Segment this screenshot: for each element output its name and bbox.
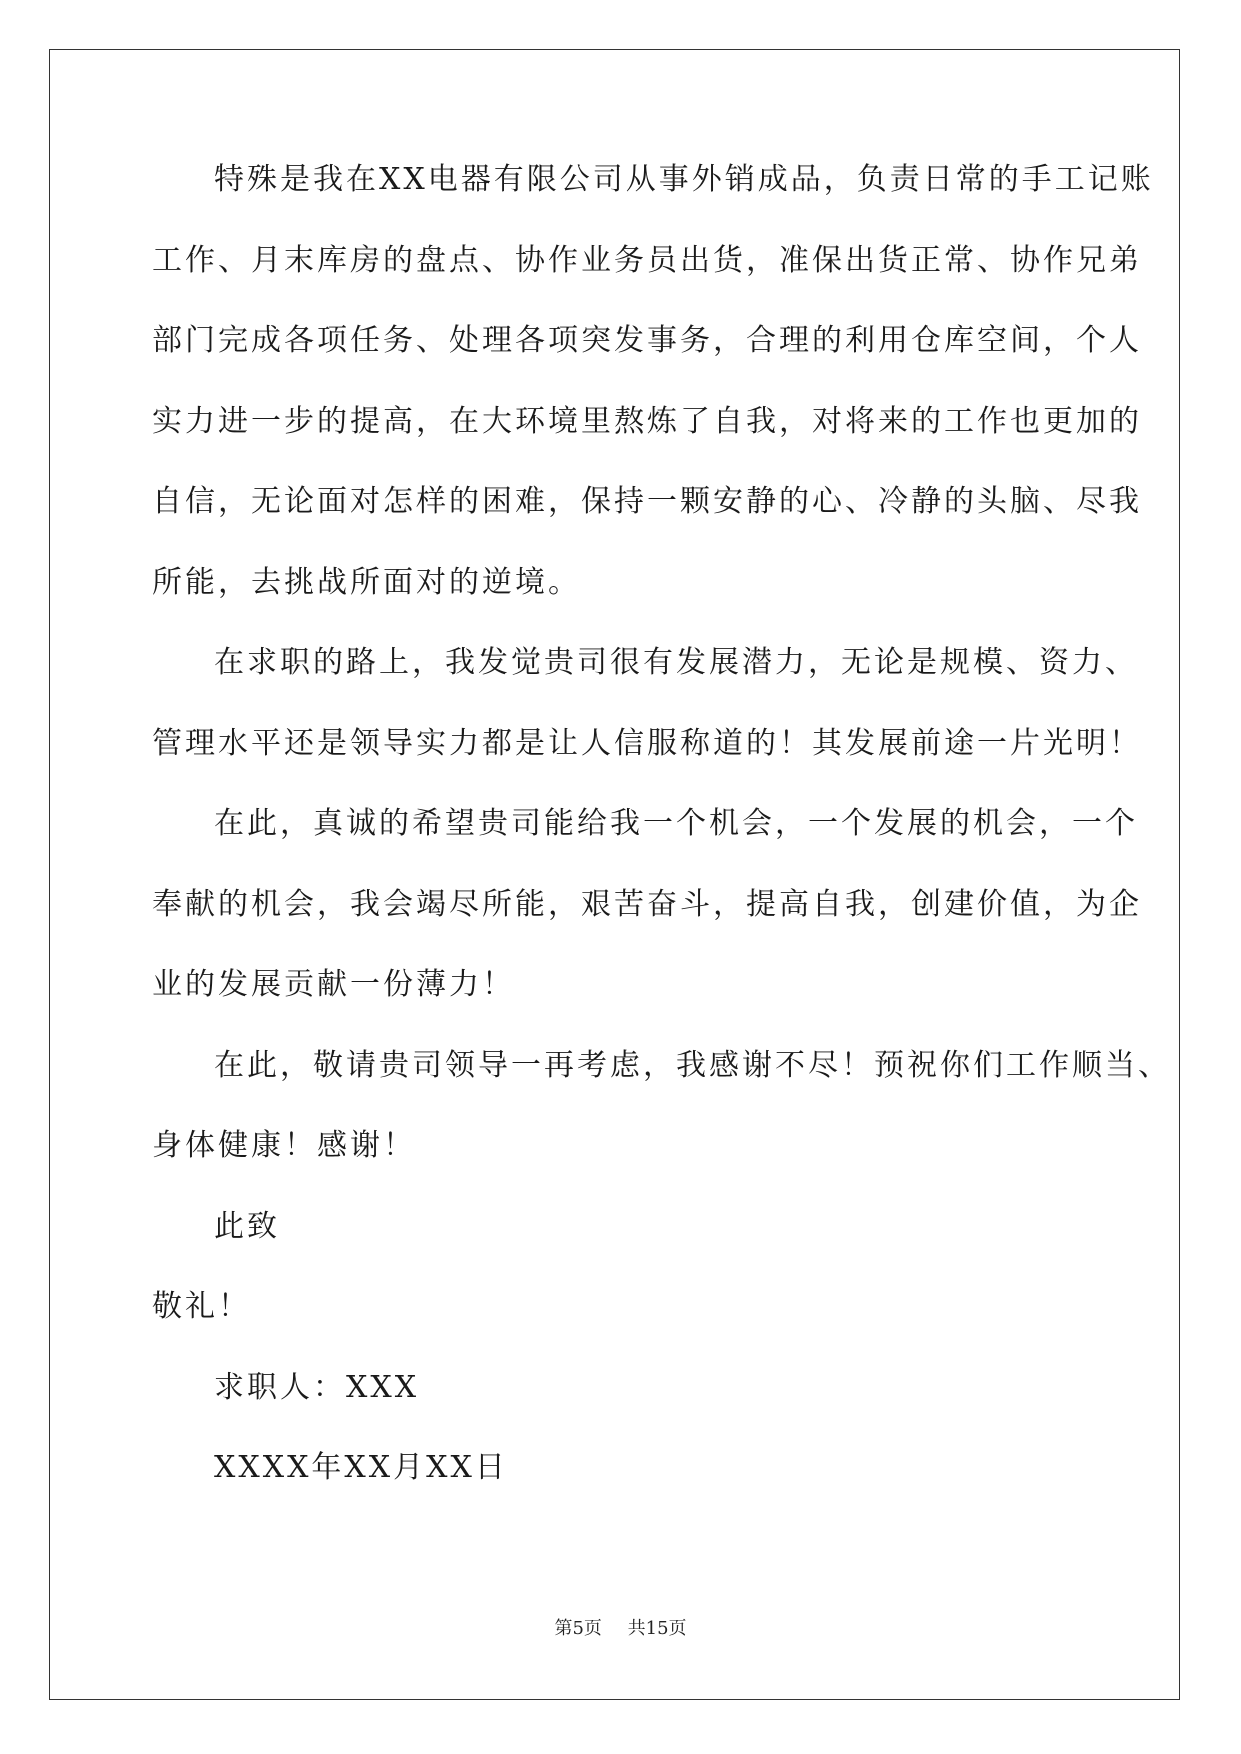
- signature-line: 求职人：XXX: [214, 1369, 420, 1405]
- paragraph-line: 部门完成各项任务、处理各项突发事务，合理的利用仓库空间，个人: [152, 323, 1142, 358]
- closing-line: 此致: [214, 1208, 280, 1244]
- paragraph-line: 特殊是我在XX电器有限公司从事外销成品，负责日常的手工记账: [214, 162, 1154, 197]
- paragraph-line: 身体健康！感谢！: [152, 1128, 416, 1163]
- paragraph-line: 奉献的机会，我会竭尽所能，艰苦奋斗，提高自我，创建价值，为企: [152, 886, 1142, 922]
- paragraph-line: 在此，敬请贵司领导一再考虑，我感谢不尽！预祝你们工作顺当、: [214, 1047, 1171, 1083]
- page-number: 第5页: [554, 1618, 602, 1639]
- paragraph-line: 所能，去挑战所面对的逆境。: [152, 564, 581, 600]
- paragraph-line: 在此，真诚的希望贵司能给我一个机会，一个发展的机会，一个: [214, 806, 1138, 841]
- page-footer: [0, 1617, 1241, 1641]
- paragraph-line: 自信，无论面对怎样的困难，保持一颗安静的心、冷静的头脑、尽我: [152, 484, 1142, 519]
- paragraph-line: 管理水平还是领导实力都是让人信服称道的！其发展前途一片光明！: [152, 725, 1142, 761]
- date-line: XXXX年XX月XX日: [214, 1450, 508, 1485]
- paragraph-line: 业的发展贡献一份薄力！: [152, 967, 515, 1002]
- paragraph-line: 工作、月末库房的盘点、协作业务员出货，准保出货正常、协作兄弟: [152, 242, 1142, 278]
- salutation-line: 敬礼！: [152, 1289, 251, 1324]
- paragraph-line: 实力进一步的提高，在大环境里熬炼了自我，对将来的工作也更加的: [152, 403, 1142, 439]
- page-total: 共15页: [627, 1618, 687, 1639]
- paragraph-line: 在求职的路上，我发觉贵司很有发展潜力，无论是规模、资力、: [214, 645, 1138, 680]
- document-body: [152, 160, 1171, 1529]
